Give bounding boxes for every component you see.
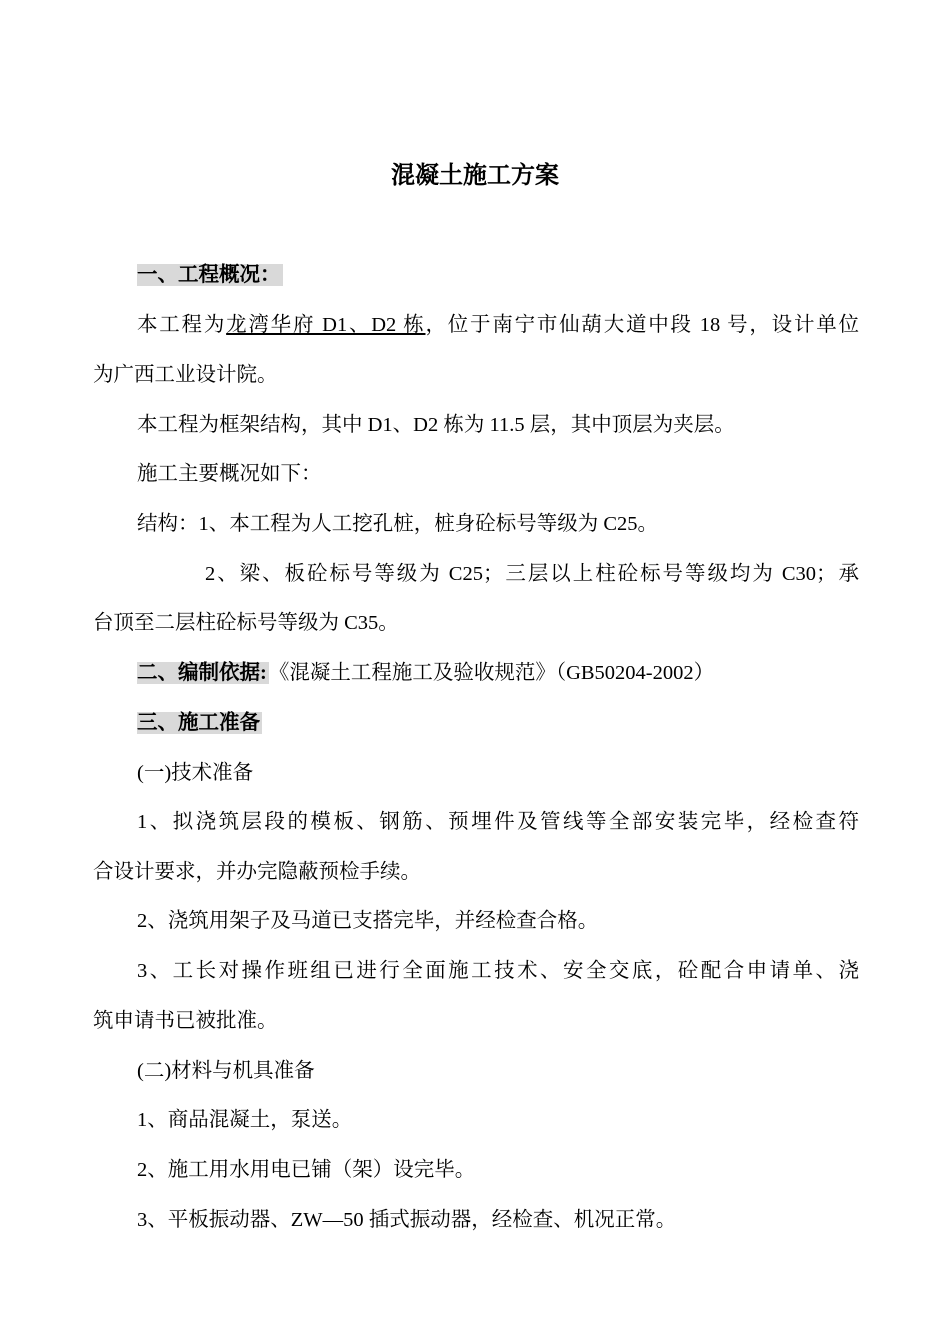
section-3-heading: 三、施工准备 (137, 712, 260, 734)
material-3: 3、平板振动器、ZW—50 插式振动器，经检查、机况正常。 (137, 1209, 677, 1231)
section-2-line (137, 658, 714, 688)
project-prefix: 本工程为 (137, 314, 227, 336)
material-1: 1、商品混凝土，泵送。 (137, 1109, 353, 1131)
section-2-text: 《混凝土工程施工及验收规范》（GB50204-2002） (268, 662, 715, 684)
paragraph-project-location (137, 310, 859, 340)
project-name: 龙湾华府 D1、D2 栋 (226, 314, 426, 336)
paragraph-structure: 本工程为框架结构，其中 D1、D2 栋为 11.5 层，其中顶层为夹层。 (137, 414, 735, 436)
item-3: 3、工长对操作班组已进行全面施工技术、安全交底，砼配合申请单、浇 (137, 960, 859, 982)
document-title: 混凝土施工方案 (391, 163, 559, 189)
section-2-heading: 二、编制依据: (137, 662, 267, 684)
section-1-heading-line (137, 260, 283, 290)
paragraph-overview-intro: 施工主要概况如下： (137, 463, 322, 485)
paragraph-project-location-cont: 为广西工业设计院。 (93, 364, 278, 386)
paragraph-grade-cont: 台顶至二层柱砼标号等级为 C35。 (93, 612, 399, 634)
item-1-cont: 合设计要求，并办完隐蔽预检手续。 (93, 861, 421, 883)
paragraph-grade: 2、梁、板砼标号等级为 C25；三层以上柱砼标号等级均为 C30；承 (205, 563, 859, 585)
section-1-heading: 一、工程概况： (137, 264, 281, 286)
subsection-materials: (二)材料与机具准备 (137, 1060, 315, 1082)
item-1: 1、拟浇筑层段的模板、钢筋、预埋件及管线等全部安装完毕，经检查符 (137, 811, 859, 833)
material-2: 2、施工用水用电已铺（架）设完毕。 (137, 1159, 476, 1181)
project-location: ，位于南宁市仙葫大道中段 18 号，设计单位 (425, 314, 860, 336)
section-3-heading-line (137, 708, 262, 738)
paragraph-pile: 结构：1、本工程为人工挖孔桩，桩身砼标号等级为 C25。 (137, 513, 659, 535)
subsection-technical: (一)技术准备 (137, 762, 254, 784)
item-3-cont: 筑申请书已被批准。 (93, 1010, 278, 1032)
item-2: 2、浇筑用架子及马道已支搭完毕，并经检查合格。 (137, 910, 599, 932)
